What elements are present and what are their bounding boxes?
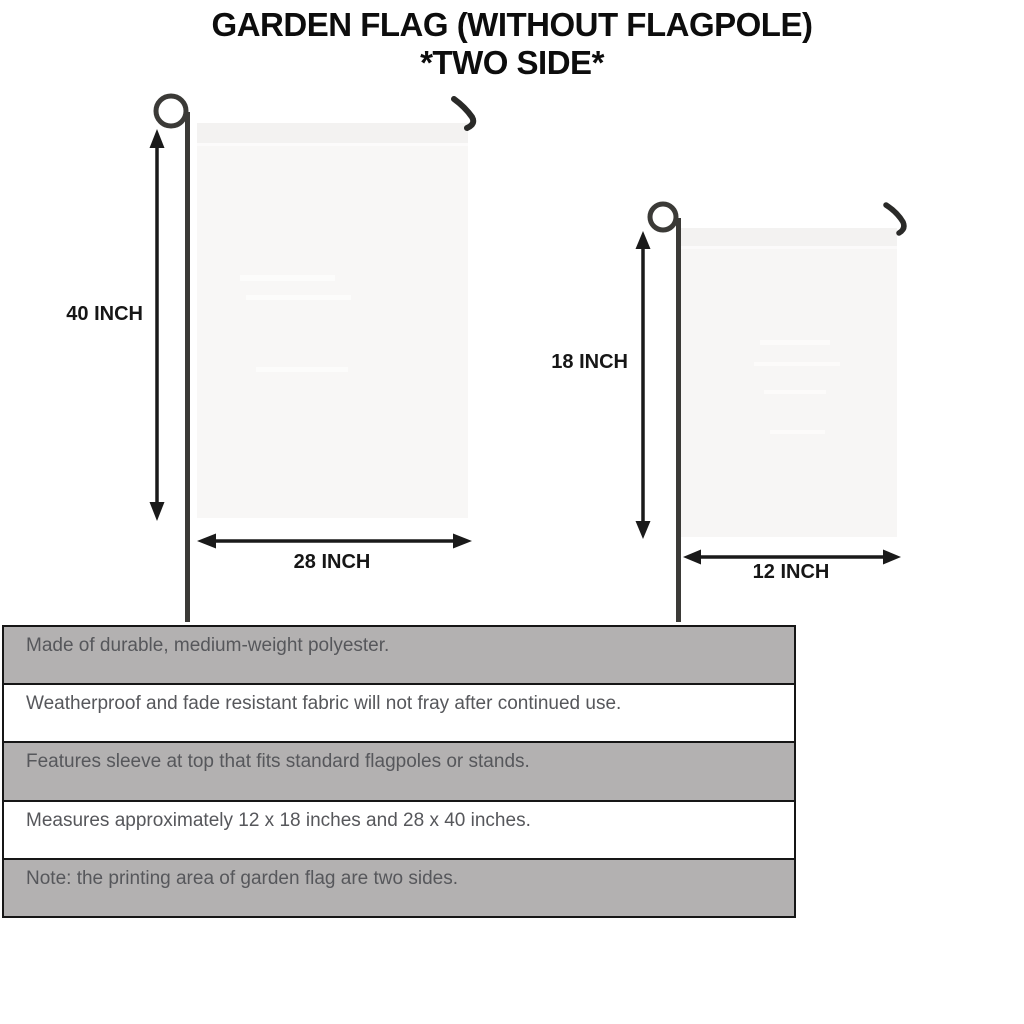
large-flag-sleeve bbox=[197, 123, 468, 143]
small-height-arrow bbox=[636, 231, 651, 539]
feature-row-note: Note: the printing area of garden flag are two sides. bbox=[4, 858, 794, 916]
small-flag-sleeve-seam bbox=[681, 246, 897, 249]
feature-table bbox=[2, 625, 796, 918]
large-flag-width-label: 28 INCH bbox=[293, 551, 371, 573]
large-width-arrow bbox=[197, 534, 472, 549]
feature-row-weatherproof: Weatherproof and fade resistant fabric will not fray after continued use. bbox=[4, 683, 794, 741]
title-line-1: GARDEN FLAG (WITHOUT FLAGPOLE) bbox=[211, 6, 813, 43]
large-flag-sleeve-seam bbox=[197, 143, 468, 146]
large-flagpole-loop-icon bbox=[156, 96, 186, 126]
feature-row-material: Made of durable, medium-weight polyester. bbox=[4, 627, 794, 683]
feature-row-sleeve: Features sleeve at top that fits standard flagpoles or stands. bbox=[4, 741, 794, 799]
large-height-arrow bbox=[150, 129, 165, 521]
small-flagpole-loop-icon bbox=[650, 204, 676, 230]
small-flag-sleeve bbox=[681, 228, 897, 246]
title-line-2: *TWO SIDE* bbox=[420, 44, 604, 81]
small-flag-body bbox=[681, 228, 897, 537]
large-flag-height-label: 40 INCH bbox=[66, 303, 143, 325]
small-flag-width-label: 12 INCH bbox=[752, 561, 830, 583]
small-flag-height-label: 18 INCH bbox=[551, 351, 628, 373]
small-flag-group bbox=[636, 204, 904, 622]
large-flag-group bbox=[150, 96, 474, 622]
feature-row-measures: Measures approximately 12 x 18 inches and 28 x 40 inches. bbox=[4, 800, 794, 858]
large-flag-body bbox=[197, 123, 468, 518]
